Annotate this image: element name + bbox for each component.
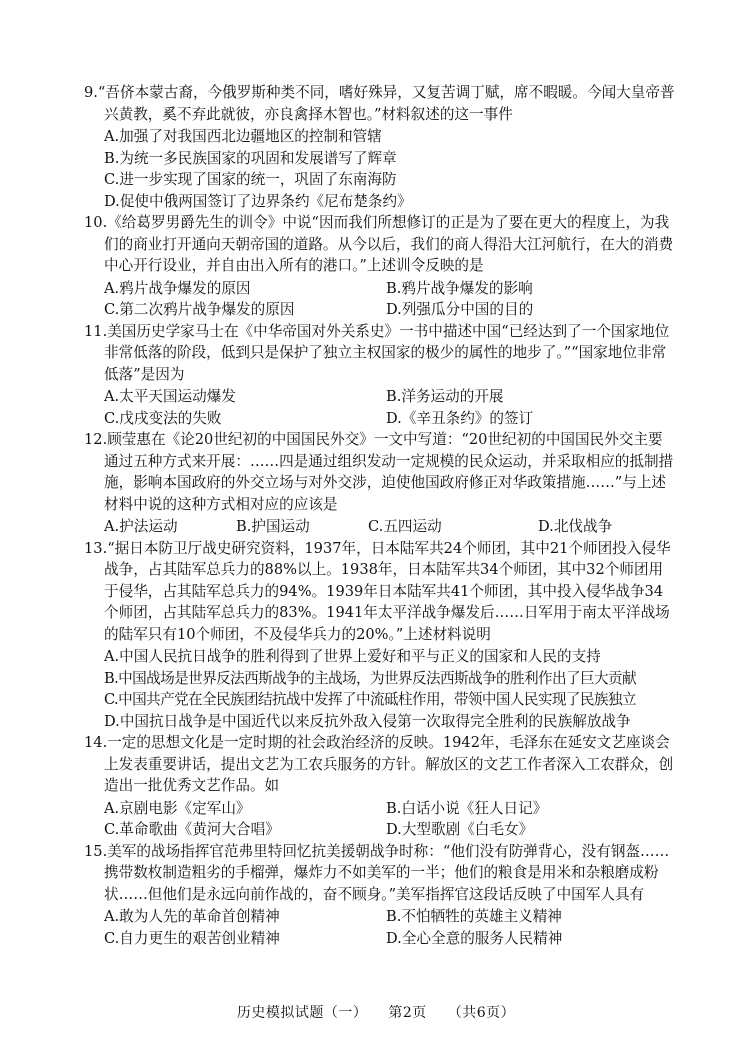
option-list (84, 516, 676, 538)
question-12 (84, 429, 676, 538)
question-11 (84, 321, 676, 430)
option-d: D.全心全意的服务人民精神 (386, 929, 563, 947)
option-b: B.护国运动 (236, 518, 310, 535)
option-a: A.护法运动 (104, 518, 178, 535)
question-stem: 11.美国历史学家马士在《中华帝国对外关系史》一书中描述中国“已经达到了一个国家地位非常低落的阶段，低到只是保护了独立主权国家的极少的属性的地步了。”“国家地位非常低落”是因为 (84, 322, 670, 383)
option-list (84, 126, 676, 212)
option-b: B.不怕牺牲的英雄主义精神 (386, 908, 562, 925)
option-list (84, 798, 676, 841)
option-d: D.中国抗日战争是中国近代以来反抗外敌入侵第一次取得完全胜利的民族解放战争 (104, 712, 631, 730)
option-a: A.中国人民抗日战争的胜利得到了世界上爱好和平与正义的国家和人民的支持 (104, 648, 601, 665)
page-footer (0, 1002, 752, 1022)
option-list (84, 386, 676, 429)
option-list (84, 906, 676, 949)
question-stem: 10.《给葛罗男爵先生的训令》中说“因而我们所想修订的正是为了要在更大的程度上，为我们的商业打开通向天朝帝国的道路。从今以后，我们的商人得沿大江河航行，在大的消费中心开行设业，并自由出入所有的港口。”上述训令反映的是 (84, 214, 674, 274)
question-14 (84, 732, 676, 841)
option-c: C.戊戌变法的失败 (104, 409, 222, 427)
option-b: B.鸦片战争爆发的影响 (386, 279, 533, 297)
option-a: A.加强了对我国西北边疆地区的控制和管辖 (104, 128, 382, 145)
option-a: A.京剧电影《定军山》 (104, 799, 251, 817)
question-stem: 13.“据日本防卫厅战史研究资料，1937年，日本陆军共24个师团，其中21个师团投入侵华战争，占其陆军总兵力的88%以上。1938年，日本陆军共34个师团，其中32个师团用于侵华，占其陆军总兵力的94%。1939年日本陆军共41个师团，其中投入侵华战争34个师团，占其陆军总兵力的83%。1941年太平洋战争爆发后……日军用于南太平洋战场的陆军只有10个师团，不及侵华兵力的20%。”上述材料说明 (84, 539, 671, 643)
page-total: （共6页） (447, 1005, 516, 1021)
option-a: A.太平天国运动爆发 (104, 388, 236, 405)
option-c: C.五四运动 (368, 518, 442, 535)
option-a: A.鸦片战争爆发的原因 (104, 279, 251, 297)
option-c: C.革命歌曲《黄河大合唱》 (104, 821, 280, 838)
option-c: C.进一步实现了国家的统一，巩固了东南海防 (104, 171, 397, 188)
question-9 (84, 82, 676, 212)
option-b: B.为统一多民族国家的巩固和发展谱写了辉章 (104, 149, 397, 167)
option-b: B.中国战场是世界反法西斯战争的主战场，为世界反法西斯战争的胜利作出了巨大贡献 (104, 669, 636, 687)
question-10 (84, 212, 676, 321)
option-d: D.列强瓜分中国的目的 (386, 301, 534, 318)
option-c: C.第二次鸦片战争爆发的原因 (104, 301, 295, 318)
question-stem: 14.一定的思想文化是一定时期的社会政治经济的反映。1942年，毛泽东在延安文艺座谈会上发表重要讲话，提出文艺为工农兵服务的方针。解放区的文艺工作者深入工农群众，创造出一批优秀文艺作品。如 (84, 734, 674, 794)
option-b: B.白话小说《狂人日记》 (386, 799, 548, 817)
option-d: D.《辛丑条约》的签订 (386, 409, 534, 427)
option-d: D.促使中俄两国签订了边界条约《尼布楚条约》 (104, 192, 412, 210)
question-stem: 15.美军的战场指挥官范弗里特回忆抗美援朝战争时称：“他们没有防弹背心，没有钢盔……携带数枚制造粗劣的手榴弹，爆炸力不如美军的一半；他们的粮食是用米和杂粮磨成粉状……但他们是永远向前作战的，奋不顾身。”美军指挥官这段话反映了中国军人具有 (84, 842, 670, 903)
option-d: D.北伐战争 (538, 518, 613, 535)
question-stem: 9.“吾侪本蒙古裔，今俄罗斯种类不同，嗜好殊异，又复苦调丁赋，席不暇暖。今闻大皇帝普兴黄教，奚不弃此就彼，亦良禽择木智也。”材料叙述的这一事件 (84, 84, 675, 123)
option-list (84, 278, 676, 321)
option-list (84, 646, 676, 732)
option-c: C.自力更生的艰苦创业精神 (104, 929, 280, 947)
page-number: 第2页 (388, 1005, 427, 1021)
option-b: B.洋务运动的开展 (386, 388, 504, 405)
exam-title: 历史模拟试题（一） (236, 1005, 368, 1021)
option-c: C.中国共产党在全民族团结抗战中发挥了中流砥柱作用，带领中国人民实现了民族独立 (104, 691, 636, 708)
question-13 (84, 538, 676, 733)
option-a: A.敢为人先的革命首创精神 (104, 908, 280, 925)
option-d: D.大型歌剧《白毛女》 (386, 821, 534, 838)
question-list (84, 82, 676, 949)
question-stem: 12.顾莹惠在《论20世纪初的中国国民外交》一文中写道：“20世纪初的中国国民外交主要通过五种方式来开展：……四是通过组织发动一定规模的民众运动，并采取相应的抵制措施，影响本国政府的外交立场与对外交涉，迫使他国政府修正对华政策措施……”与上述材料中说的这种方式相对应的应该是 (84, 431, 674, 513)
question-15 (84, 841, 676, 950)
